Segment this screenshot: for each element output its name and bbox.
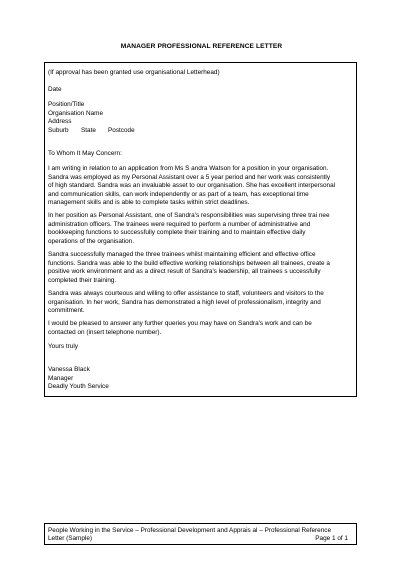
paragraph-line: of high standard. Sandra was an invaluable asset to our organisation. She has excellent interpersonal [48,182,336,190]
closing: Yours truly [48,343,78,350]
signature-organisation: Deadly Youth Service [48,383,109,391]
address-position: Position/Title [48,101,85,108]
paragraph-line: functions. Sandra was able to the build effective working relationships between all trainees, create a [48,259,330,267]
paragraph-line: positive work environment and as a direct result of Sandra's leadership, all trainees s uccessfully [48,268,321,276]
paragraph-line: organisation. In her work, Sandra has demonstrated a high level of professionalism, integrity and [48,298,321,306]
address-postcode: Postcode [108,126,135,134]
paragraph-line: commitment. [48,307,85,315]
paragraph-line: I am writing in relation to an application from Ms S andra Watson for a position in your organisation. [48,165,329,172]
letterhead-note: (If approval has been granted use organisational Letterhead) [48,69,220,76]
date-label: Date [48,86,62,93]
document-title: MANAGER PROFESSIONAL REFERENCE LETTER [120,43,283,50]
page-number: Page 1 of 1 [315,535,348,542]
address-suburb-row [48,127,135,136]
address-state: State [81,126,96,134]
salutation: To Whom It May Concern: [48,150,122,157]
address-line: Address [48,118,72,126]
paragraph-line: Sandra was employed as my Personal Assistant over a 5 year period and her work was consistently [48,173,331,181]
signature-role: Manager [48,374,74,382]
paragraph-line: administration officers. The trainees were required to perform a number of administrative and [48,220,311,228]
paragraph-line: Sandra was always courteous and willing to offer assistance to staff, volunteers and visitors to the [48,290,324,297]
paragraph-line: I would be pleased to answer any further queries you may have on Sandra's work and can be [48,320,312,327]
address-organisation: Organisation Name [48,109,104,117]
paragraph-line: management skills and is able to complete tasks within strict deadlines. [48,199,250,207]
address-suburb: Suburb [48,126,69,134]
paragraph-line: completed their training. [48,276,117,284]
paragraph-line: In her position as Personal Assistant, one of Sandra's responsibilities was supervising three trai nee [48,212,330,219]
paragraph-line: contacted on (insert telephone number). [48,328,162,336]
paragraph-line: bookkeeping functions to successfully complete their training and to maintain effective daily [48,229,306,237]
paragraph-line: and communication skills, can work independently or as part of a team, has exceptional time [48,190,309,198]
paragraph-line: operations of the organisation. [48,237,134,245]
signature-name: Vanessa Black [48,366,90,373]
paragraph-line: Sandra successfully managed the three trainees whilst maintaining efficient and effective office [48,251,316,258]
footer-line-2: Letter (Sample) [48,535,93,542]
footer-line-1: People Working in the Service – Professional Development and Apprais al – Professional Reference [48,526,332,534]
